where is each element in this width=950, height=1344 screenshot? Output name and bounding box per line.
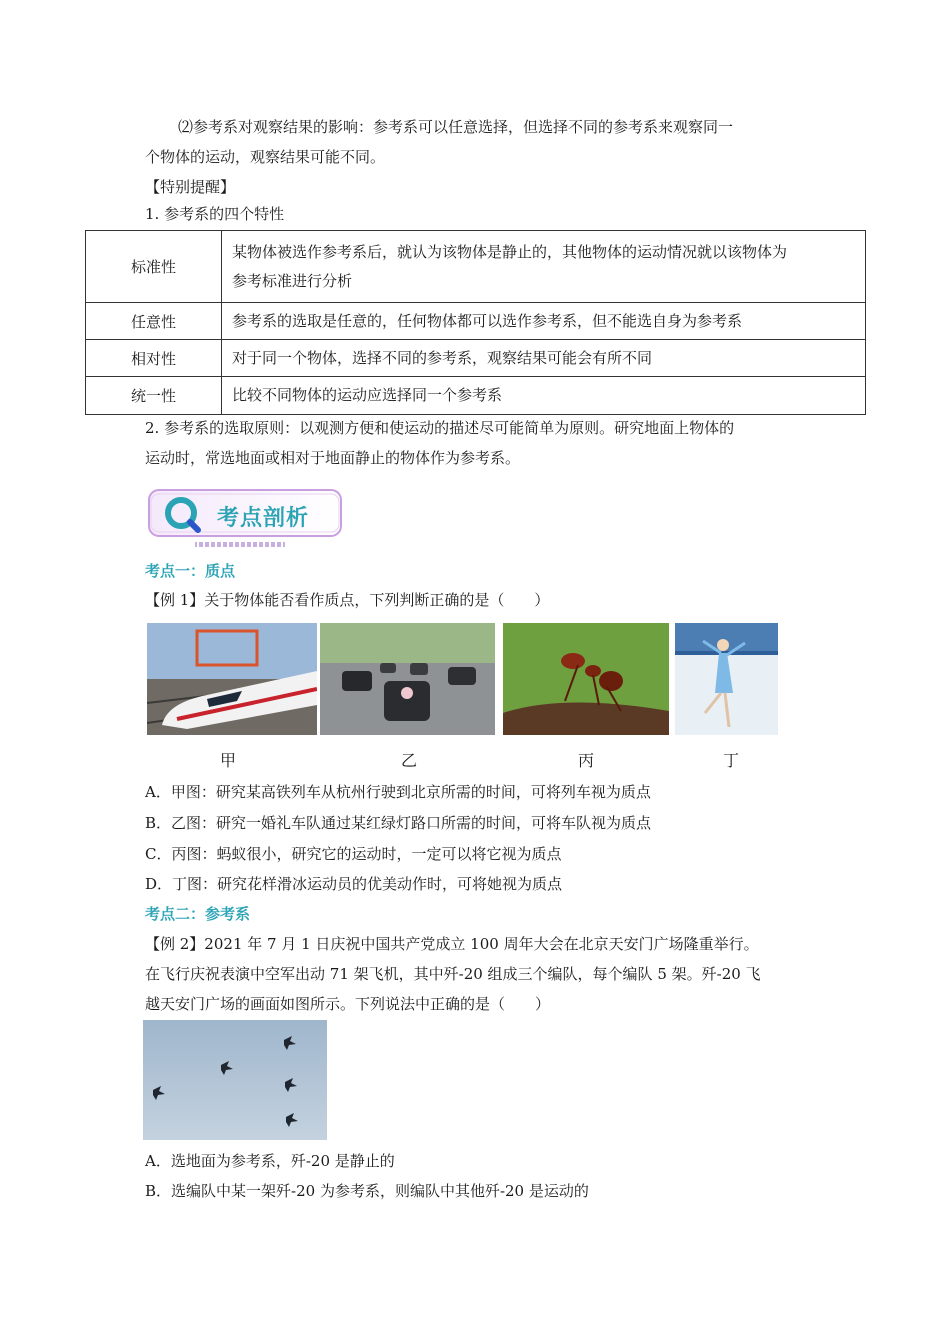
image-figure-skater: [675, 623, 778, 735]
section-banner: [145, 486, 345, 550]
image-ant: [503, 623, 669, 735]
table-row: [86, 377, 866, 415]
caption-bing: 丙: [578, 751, 595, 770]
section2-line-1: 2. 参考系的选取原则：以观测方便和使运动的描述尽可能简单为原则。研究地面上物体的: [145, 419, 735, 437]
example1-option-b: B．乙图：研究一婚礼车队通过某红绿灯路口所需的时间，可将车队视为质点: [145, 814, 652, 832]
banner-title: 考点剖析: [217, 506, 310, 531]
example2-option-a: A．选地面为参考系，歼-20 是静止的: [145, 1152, 395, 1170]
example1-option-a: A．甲图：研究某高铁列车从杭州行驶到北京所需的时间，可将列车视为质点: [145, 783, 651, 801]
image-high-speed-train: [147, 623, 317, 735]
skater-illustration: [675, 623, 778, 735]
reminder-title: 【特别提醒】: [145, 178, 236, 196]
caption-ding: 丁: [723, 751, 740, 770]
table-value-line: 某物体被选作参考系后，就认为该物体是静止的，其他物体的运动情况就以该物体为: [232, 242, 788, 261]
image-j20-formation: [143, 1020, 327, 1140]
example1-option-d: D．丁图：研究花样滑冰运动员的优美动作时，可将她视为质点: [145, 875, 563, 893]
table-key: 任意性: [86, 303, 222, 340]
reference-frame-features-table: [85, 230, 866, 415]
table-key: 统一性: [86, 377, 222, 415]
banner-underline: [195, 542, 285, 547]
jet-formation-illustration: [143, 1020, 327, 1140]
example2-question-line-1: 【例 2】2021 年 7 月 1 日庆祝中国共产党成立 100 周年大会在北京天安门广场隆重举行。: [145, 935, 759, 953]
example1-option-c: C．丙图：蚂蚁很小，研究它的运动时，一定可以将它视为质点: [145, 845, 562, 863]
table-value: 比较不同物体的运动应选择同一个参考系: [222, 377, 866, 415]
train-illustration: [147, 623, 317, 735]
example1-question: 【例 1】关于物体能否看作质点，下列判断正确的是（ ）: [145, 591, 550, 609]
section1-title: 1. 参考系的四个特性: [145, 205, 285, 223]
ant-illustration: [503, 623, 669, 735]
intro-line-2: 个物体的运动，观察结果可能不同。: [145, 148, 386, 166]
example2-question-line-3: 越天安门广场的画面如图所示。下列说法中正确的是（ ）: [145, 995, 551, 1013]
example2-option-b: B．选编队中某一架歼-20 为参考系，则编队中其他歼-20 是运动的: [145, 1182, 589, 1200]
caption-jia: 甲: [220, 751, 237, 770]
caption-yi: 乙: [401, 751, 418, 770]
image-wedding-convoy: [320, 623, 495, 735]
table-row: [86, 340, 866, 377]
table-value: 参考系的选取是任意的，任何物体都可以选作参考系，但不能选自身为参考系: [222, 303, 866, 340]
table-value: [222, 231, 866, 303]
table-row: [86, 231, 866, 303]
table-key: 相对性: [86, 340, 222, 377]
example2-question-line-2: 在飞行庆祝表演中空军出动 71 架飞机，其中歼-20 组成三个编队，每个编队 5 架。歼-20 飞: [145, 965, 761, 983]
point2-heading: 考点二：参考系: [145, 905, 251, 923]
section2-line-2: 运动时，常选地面或相对于地面静止的物体作为参考系。: [145, 449, 521, 467]
table-value: 对于同一个物体，选择不同的参考系，观察结果可能会有所不同: [222, 340, 866, 377]
table-row: [86, 303, 866, 340]
convoy-illustration: [320, 623, 495, 735]
point1-heading: 考点一：质点: [145, 562, 236, 580]
intro-line-1: ⑵参考系对观察结果的影响：参考系可以任意选择，但选择不同的参考系来观察同一: [178, 118, 734, 136]
table-value-line: 参考标准进行分析: [232, 271, 353, 290]
table-key: 标准性: [86, 231, 222, 303]
